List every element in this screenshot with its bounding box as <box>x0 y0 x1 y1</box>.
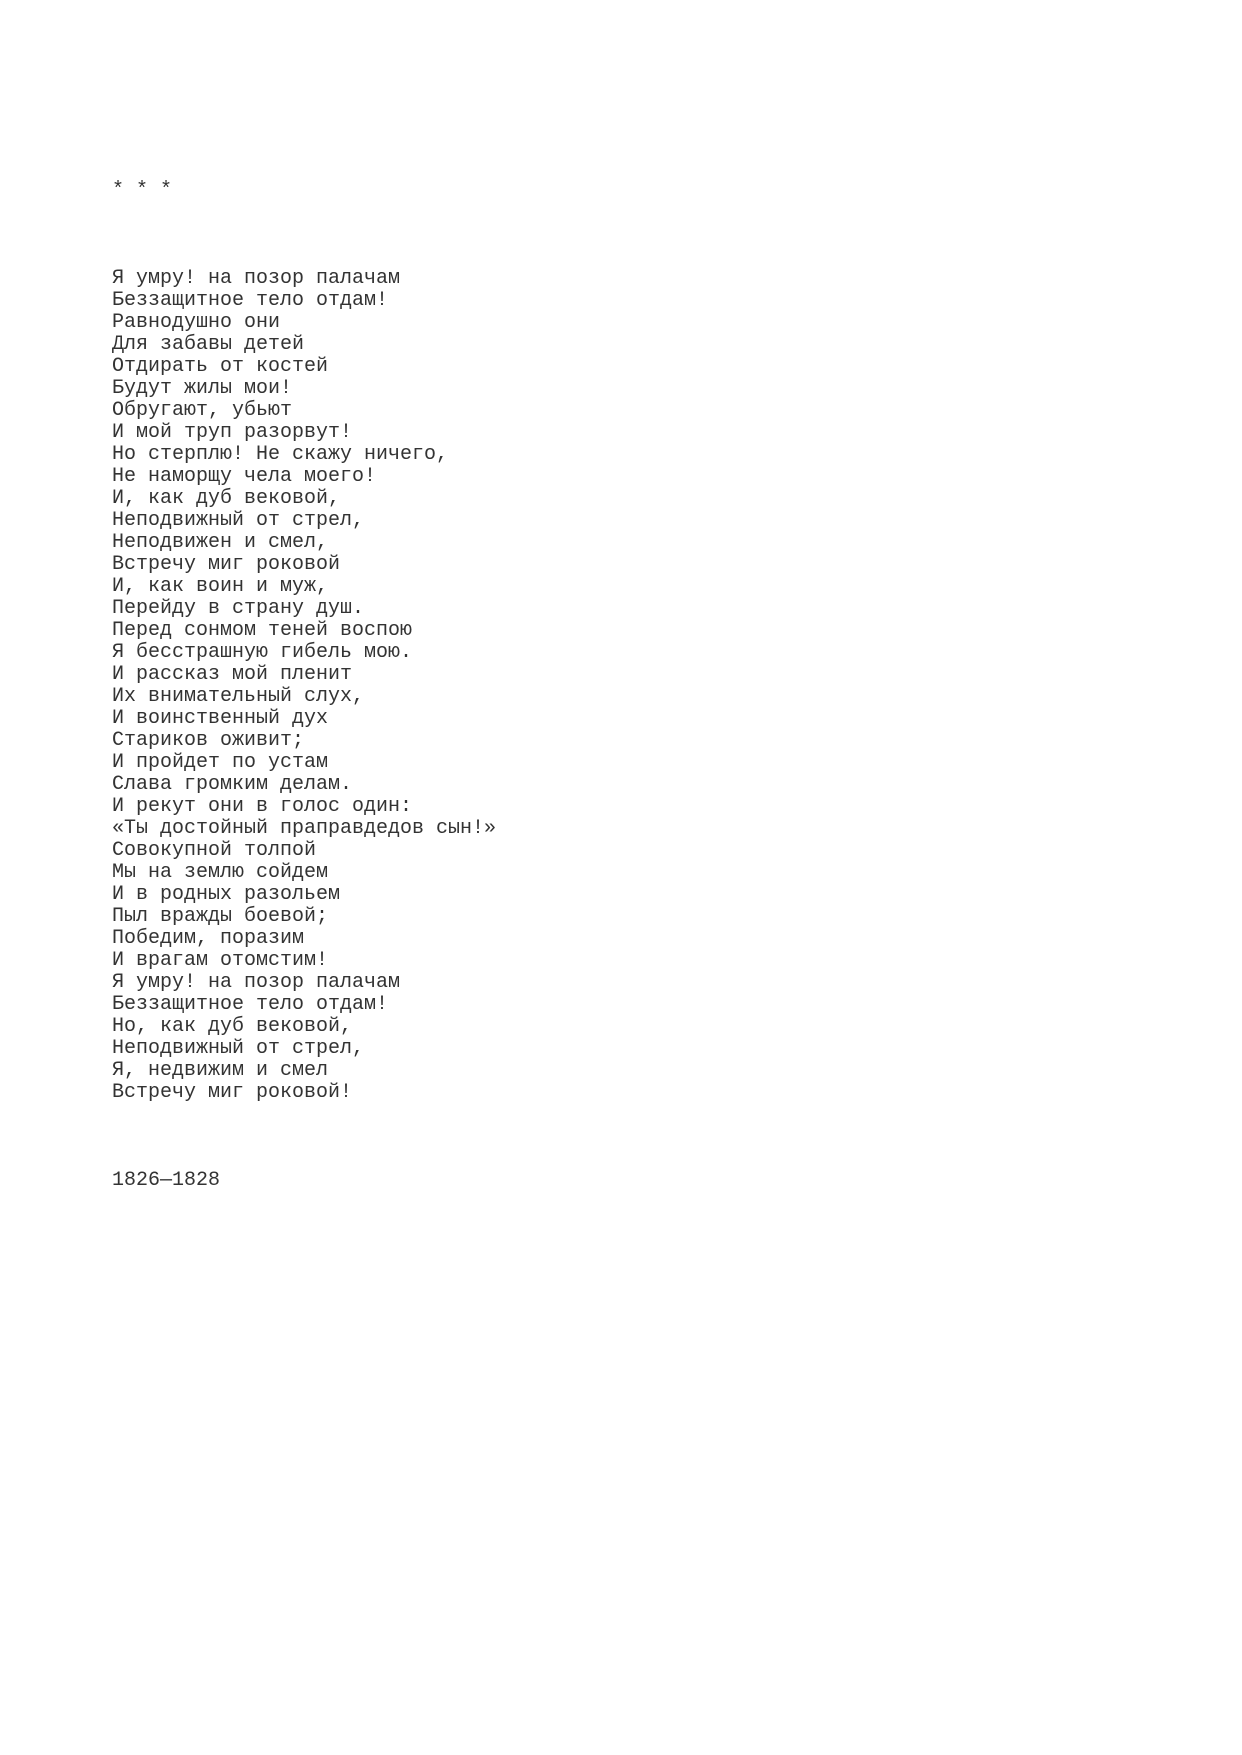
poem-line: Неподвижен и смел, <box>112 531 329 554</box>
poem-line: Стариков оживит; <box>112 729 305 752</box>
poem-line: Отдирать от костей <box>112 355 329 378</box>
poem-line: Перед сонмом теней воспою <box>112 619 413 642</box>
poem-line: Но, как дуб вековой, <box>112 1015 353 1038</box>
poem-line: Их внимательный слух, <box>112 685 365 708</box>
poem-line: Я умру! на позор палачам <box>112 267 401 290</box>
poem-line: Встречу миг роковой <box>112 553 341 576</box>
poem-line: И, как воин и муж, <box>112 575 329 598</box>
poem-line: Пыл вражды боевой; <box>112 905 329 928</box>
poem-line: Встречу миг роковой! <box>112 1081 353 1104</box>
poem-line: Обругают, убьют <box>112 399 293 422</box>
poem-lines <box>112 268 496 1104</box>
poem-line: Равнодушно они <box>112 311 281 334</box>
poem-line: И пройдет по устам <box>112 751 329 774</box>
poem-line: Победим, поразим <box>112 927 305 950</box>
section-separator: * * * <box>112 179 173 202</box>
poem-line: И, как дуб вековой, <box>112 487 341 510</box>
poem <box>112 136 496 1236</box>
poem-line: И рекут они в голос один: <box>112 795 413 818</box>
poem-line: Я бесстрашную гибель мою. <box>112 641 413 664</box>
poem-line: И в родных разольем <box>112 883 341 906</box>
poem-line: Неподвижный от стрел, <box>112 509 365 532</box>
poem-line: Перейду в страну душ. <box>112 597 365 620</box>
poem-line: Неподвижный от стрел, <box>112 1037 365 1060</box>
poem-line: Я, недвижим и смел <box>112 1059 329 1082</box>
poem-line: Беззащитное тело отдам! <box>112 993 389 1016</box>
poem-line: Слава громким делам. <box>112 773 353 796</box>
poem-line: «Ты достойный праправдедов сын!» <box>112 817 497 840</box>
poem-line: Не наморщу чела моего! <box>112 465 377 488</box>
poem-date: 1826—1828 <box>112 1169 221 1192</box>
poem-line: И мой труп разорвут! <box>112 421 353 444</box>
poem-line: Совокупной толпой <box>112 839 317 862</box>
poem-line: И воинственный дух <box>112 707 329 730</box>
poem-line: Будут жилы мои! <box>112 377 293 400</box>
poem-line: И рассказ мой пленит <box>112 663 353 686</box>
poem-line: Для забавы детей <box>112 333 305 356</box>
poem-line: Я умру! на позор палачам <box>112 971 401 994</box>
poem-line: Но стерплю! Не скажу ничего, <box>112 443 449 466</box>
poem-line: Мы на землю сойдем <box>112 861 329 884</box>
poem-line: И врагам отомстим! <box>112 949 329 972</box>
poem-line: Беззащитное тело отдам! <box>112 289 389 312</box>
